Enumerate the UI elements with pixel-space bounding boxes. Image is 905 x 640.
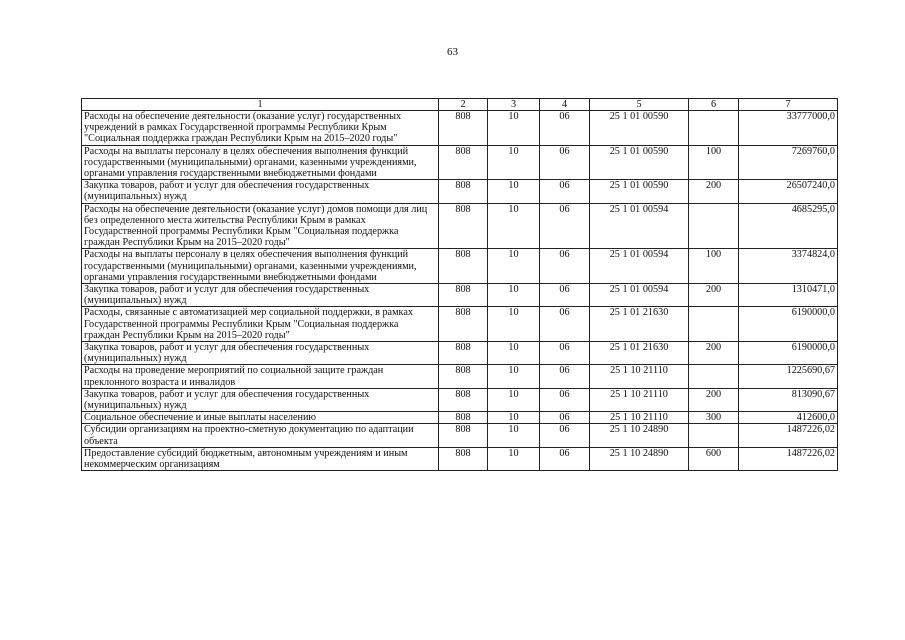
target-article-cell: 25 1 10 21110 bbox=[590, 412, 689, 424]
row-name-cell: Социальное обеспечение и иные выплаты населению bbox=[82, 412, 439, 424]
section-code-cell: 10 bbox=[488, 307, 540, 342]
ministry-code-cell: 808 bbox=[439, 284, 488, 307]
table-row bbox=[82, 284, 838, 307]
budget-table bbox=[81, 98, 838, 471]
expense-type-cell bbox=[689, 365, 739, 388]
row-name-cell: Расходы на выплаты персоналу в целях обеспечения выполнения функций государственными (муниципальными) органами, казенными учреждениями, органами управления государственными внебюджетными фондами bbox=[82, 249, 439, 284]
row-name-cell: Закупка товаров, работ и услуг для обеспечения государственных (муниципальных) нужд bbox=[82, 180, 439, 203]
ministry-code-cell: 808 bbox=[439, 388, 488, 411]
amount-cell: 6190000,0 bbox=[739, 342, 838, 365]
target-article-cell: 25 1 01 00590 bbox=[590, 180, 689, 203]
section-code-cell: 10 bbox=[488, 412, 540, 424]
amount-cell: 26507240,0 bbox=[739, 180, 838, 203]
subsection-code-cell: 06 bbox=[540, 365, 590, 388]
amount-cell: 1487226,02 bbox=[739, 447, 838, 470]
expense-type-cell: 100 bbox=[689, 249, 739, 284]
column-header: 4 bbox=[540, 99, 590, 111]
amount-cell: 33777000,0 bbox=[739, 111, 838, 146]
ministry-code-cell: 808 bbox=[439, 424, 488, 447]
header-row bbox=[82, 99, 838, 111]
target-article-cell: 25 1 01 00594 bbox=[590, 284, 689, 307]
amount-cell: 1310471,0 bbox=[739, 284, 838, 307]
subsection-code-cell: 06 bbox=[540, 342, 590, 365]
row-name-cell: Субсидии организациям на проектно-сметную документацию по адаптации объекта bbox=[82, 424, 439, 447]
column-header: 3 bbox=[488, 99, 540, 111]
target-article-cell: 25 1 01 21630 bbox=[590, 342, 689, 365]
column-header: 7 bbox=[739, 99, 838, 111]
row-name-cell: Расходы на обеспечение деятельности (оказание услуг) домов помощи для лиц без определенного места жительства Республики Крым в рамках Государственной программы Республики Крым "Социальная поддержка граждан Республики Крым на 2015–2020 годы" bbox=[82, 203, 439, 249]
expense-type-cell: 100 bbox=[689, 145, 739, 180]
subsection-code-cell: 06 bbox=[540, 145, 590, 180]
target-article-cell: 25 1 01 00590 bbox=[590, 145, 689, 180]
section-code-cell: 10 bbox=[488, 388, 540, 411]
subsection-code-cell: 06 bbox=[540, 388, 590, 411]
ministry-code-cell: 808 bbox=[439, 111, 488, 146]
amount-cell: 6190000,0 bbox=[739, 307, 838, 342]
subsection-code-cell: 06 bbox=[540, 307, 590, 342]
row-name-cell: Предоставление субсидий бюджетным, автономным учреждениям и иным некоммерческим организациям bbox=[82, 447, 439, 470]
table-row bbox=[82, 447, 838, 470]
table-row bbox=[82, 145, 838, 180]
section-code-cell: 10 bbox=[488, 249, 540, 284]
section-code-cell: 10 bbox=[488, 145, 540, 180]
section-code-cell: 10 bbox=[488, 424, 540, 447]
subsection-code-cell: 06 bbox=[540, 249, 590, 284]
ministry-code-cell: 808 bbox=[439, 145, 488, 180]
expense-type-cell: 300 bbox=[689, 412, 739, 424]
expense-type-cell bbox=[689, 111, 739, 146]
expense-type-cell: 200 bbox=[689, 180, 739, 203]
ministry-code-cell: 808 bbox=[439, 365, 488, 388]
expense-type-cell: 200 bbox=[689, 284, 739, 307]
ministry-code-cell: 808 bbox=[439, 203, 488, 249]
target-article-cell: 25 1 01 00590 bbox=[590, 111, 689, 146]
table-row bbox=[82, 424, 838, 447]
section-code-cell: 10 bbox=[488, 365, 540, 388]
expense-type-cell: 200 bbox=[689, 388, 739, 411]
amount-cell: 3374824,0 bbox=[739, 249, 838, 284]
table-row bbox=[82, 307, 838, 342]
target-article-cell: 25 1 10 21110 bbox=[590, 388, 689, 411]
table-row bbox=[82, 412, 838, 424]
column-header: 5 bbox=[590, 99, 689, 111]
subsection-code-cell: 06 bbox=[540, 447, 590, 470]
subsection-code-cell: 06 bbox=[540, 203, 590, 249]
amount-cell: 1225690,67 bbox=[739, 365, 838, 388]
amount-cell: 412600,0 bbox=[739, 412, 838, 424]
section-code-cell: 10 bbox=[488, 284, 540, 307]
table-row bbox=[82, 111, 838, 146]
amount-cell: 7269760,0 bbox=[739, 145, 838, 180]
expense-type-cell bbox=[689, 307, 739, 342]
expense-type-cell bbox=[689, 424, 739, 447]
section-code-cell: 10 bbox=[488, 111, 540, 146]
target-article-cell: 25 1 10 24890 bbox=[590, 447, 689, 470]
target-article-cell: 25 1 01 00594 bbox=[590, 203, 689, 249]
table-row bbox=[82, 365, 838, 388]
section-code-cell: 10 bbox=[488, 342, 540, 365]
section-code-cell: 10 bbox=[488, 180, 540, 203]
target-article-cell: 25 1 01 00594 bbox=[590, 249, 689, 284]
subsection-code-cell: 06 bbox=[540, 284, 590, 307]
table-row bbox=[82, 388, 838, 411]
table-row bbox=[82, 342, 838, 365]
amount-cell: 813090,67 bbox=[739, 388, 838, 411]
row-name-cell: Расходы на проведение мероприятий по социальной защите граждан преклонного возраста и инвалидов bbox=[82, 365, 439, 388]
table-row bbox=[82, 203, 838, 249]
expense-type-cell: 600 bbox=[689, 447, 739, 470]
subsection-code-cell: 06 bbox=[540, 111, 590, 146]
target-article-cell: 25 1 10 24890 bbox=[590, 424, 689, 447]
ministry-code-cell: 808 bbox=[439, 447, 488, 470]
column-header: 1 bbox=[82, 99, 439, 111]
table-row bbox=[82, 249, 838, 284]
table-row bbox=[82, 180, 838, 203]
row-name-cell: Закупка товаров, работ и услуг для обеспечения государственных (муниципальных) нужд bbox=[82, 284, 439, 307]
column-header: 6 bbox=[689, 99, 739, 111]
ministry-code-cell: 808 bbox=[439, 342, 488, 365]
page-number: 63 bbox=[447, 46, 458, 58]
expense-type-cell: 200 bbox=[689, 342, 739, 365]
row-name-cell: Расходы на обеспечение деятельности (оказание услуг) государственных учреждений в рамках Государственной программы Республики Крым "Социальная поддержка граждан Республики Крым на 2015–2020 годы" bbox=[82, 111, 439, 146]
section-code-cell: 10 bbox=[488, 203, 540, 249]
row-name-cell: Расходы на выплаты персоналу в целях обеспечения выполнения функций государственными (муниципальными) органами, казенными учреждениями, органами управления государственными внебюджетными фондами bbox=[82, 145, 439, 180]
section-code-cell: 10 bbox=[488, 447, 540, 470]
amount-cell: 4685295,0 bbox=[739, 203, 838, 249]
ministry-code-cell: 808 bbox=[439, 307, 488, 342]
target-article-cell: 25 1 10 21110 bbox=[590, 365, 689, 388]
subsection-code-cell: 06 bbox=[540, 424, 590, 447]
row-name-cell: Закупка товаров, работ и услуг для обеспечения государственных (муниципальных) нужд bbox=[82, 388, 439, 411]
subsection-code-cell: 06 bbox=[540, 180, 590, 203]
subsection-code-cell: 06 bbox=[540, 412, 590, 424]
ministry-code-cell: 808 bbox=[439, 249, 488, 284]
ministry-code-cell: 808 bbox=[439, 412, 488, 424]
amount-cell: 1487226,02 bbox=[739, 424, 838, 447]
target-article-cell: 25 1 01 21630 bbox=[590, 307, 689, 342]
row-name-cell: Закупка товаров, работ и услуг для обеспечения государственных (муниципальных) нужд bbox=[82, 342, 439, 365]
row-name-cell: Расходы, связанные с автоматизацией мер социальной поддержки, в рамках Государственной программы Республики Крым "Социальная поддержка граждан Республики Крым на 2015–2020 годы" bbox=[82, 307, 439, 342]
column-header: 2 bbox=[439, 99, 488, 111]
expense-type-cell bbox=[689, 203, 739, 249]
ministry-code-cell: 808 bbox=[439, 180, 488, 203]
